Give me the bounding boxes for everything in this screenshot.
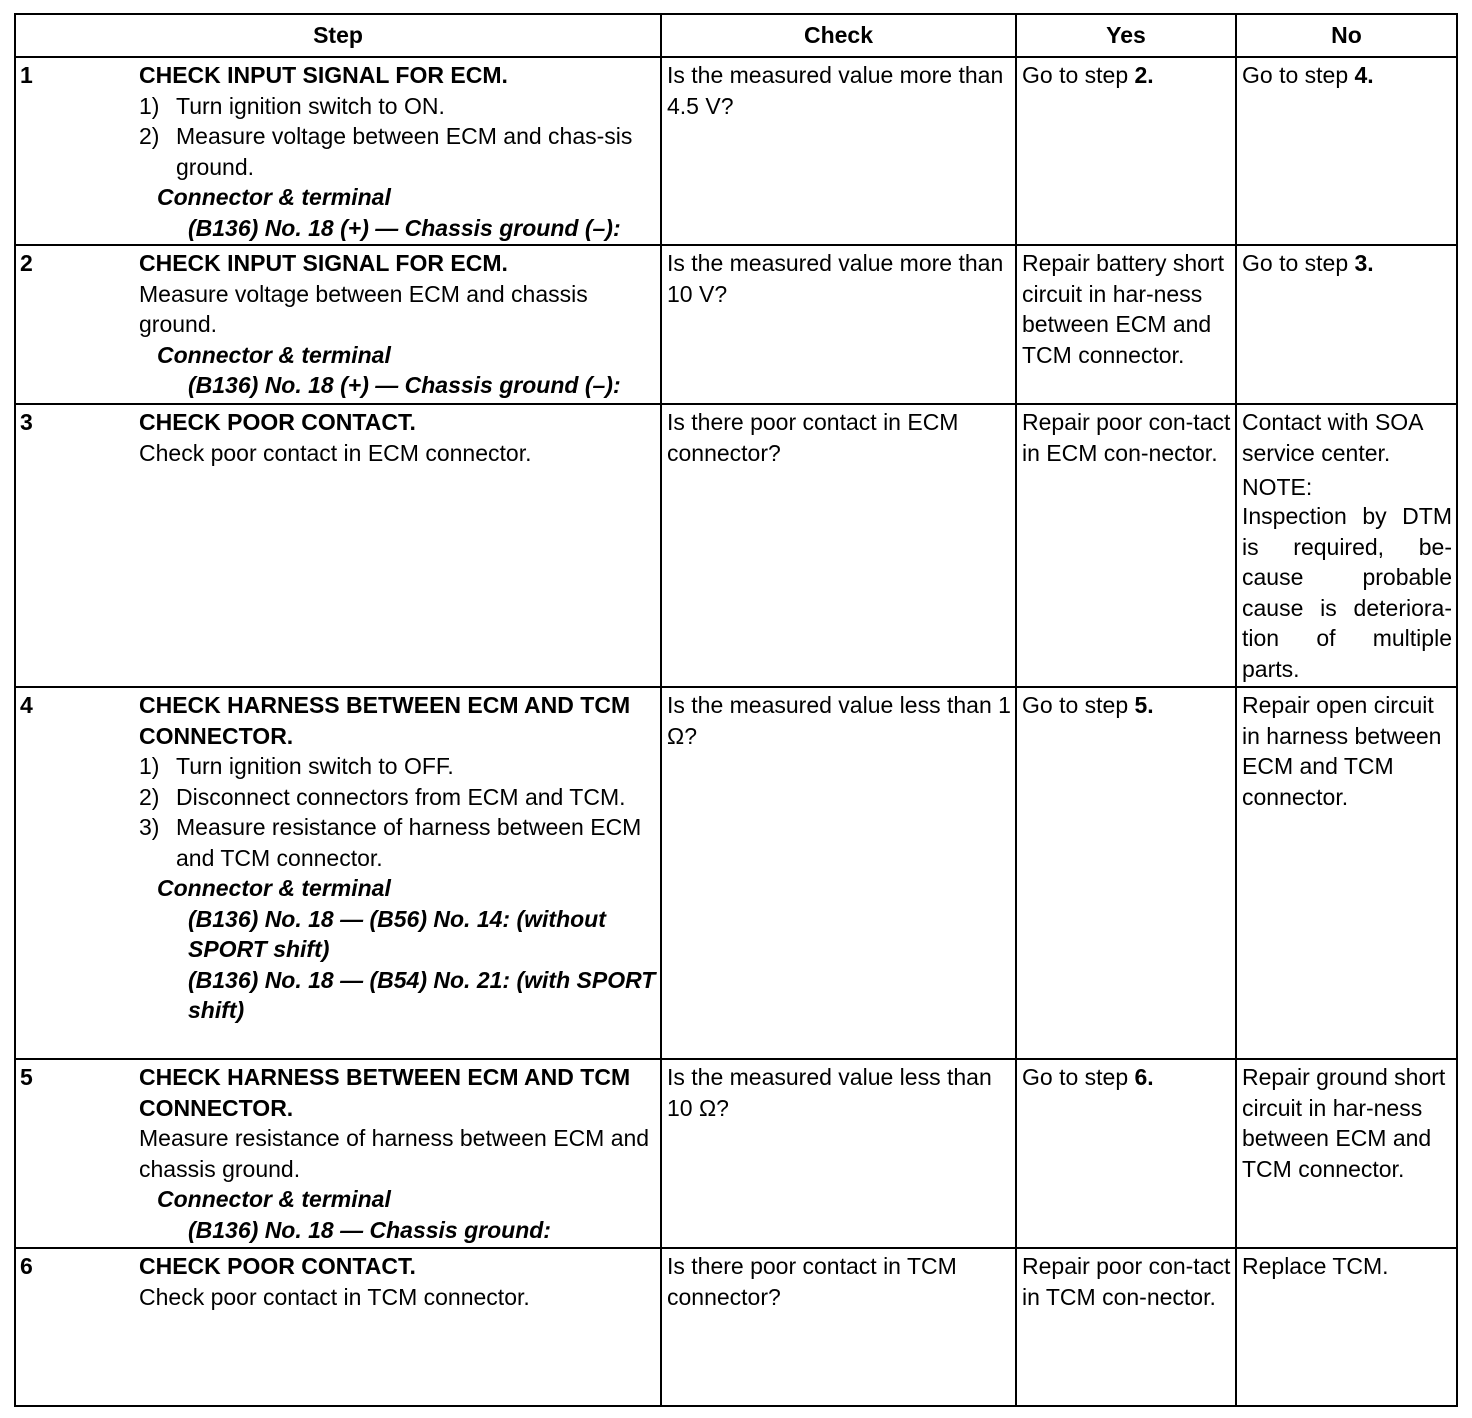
step-body: Measure voltage between ECM and chassis ground.	[139, 280, 588, 337]
diagnostic-procedure-table-container	[14, 13, 1456, 1403]
yes-cell: Go to step 6.	[1016, 1059, 1236, 1248]
step-title: CHECK INPUT SIGNAL FOR ECM.	[139, 250, 508, 276]
step-title: CHECK HARNESS BETWEEN ECM AND TCM CONNECTOR.	[139, 1064, 631, 1121]
step-cell	[139, 687, 661, 1059]
substep: 2) Measure voltage between ECM and chas-sis ground.	[139, 123, 633, 180]
connector-label: Connector & terminal	[157, 341, 391, 368]
table-row	[15, 687, 1457, 1059]
header-step: Step	[15, 14, 661, 57]
yes-cell: Repair battery short circuit in har-ness between ECM and TCM connector.	[1016, 245, 1236, 404]
check-cell: Is the measured value more than 10 V?	[661, 245, 1016, 404]
connector-value: (B136) No. 18 — (B54) No. 21: (with SPORT shift)	[188, 966, 656, 1023]
note-label: NOTE:	[1242, 474, 1313, 500]
table-row	[15, 404, 1457, 687]
step-title: CHECK POOR CONTACT.	[139, 1253, 416, 1279]
step-cell	[139, 57, 661, 245]
step-substeps	[139, 91, 656, 183]
step-number: 1	[15, 57, 139, 245]
yes-cell: Repair poor con-tact in TCM con-nector.	[1016, 1248, 1236, 1406]
header-check: Check	[661, 14, 1016, 57]
check-cell: Is the measured value less than 1 Ω?	[661, 687, 1016, 1059]
step-number: 4	[15, 687, 139, 1059]
table-row	[15, 1248, 1457, 1406]
step-number: 3	[15, 404, 139, 687]
step-title: CHECK HARNESS BETWEEN ECM AND TCM CONNECTOR.	[139, 692, 631, 749]
step-number: 2	[15, 245, 139, 404]
no-cell: Go to step 4.	[1236, 57, 1457, 245]
check-cell: Is the measured value more than 4.5 V?	[661, 57, 1016, 245]
no-cell: Repair ground short circuit in har-ness between ECM and TCM connector.	[1236, 1059, 1457, 1248]
check-cell: Is there poor contact in TCM connector?	[661, 1248, 1016, 1406]
step-cell	[139, 245, 661, 404]
step-number: 6	[15, 1248, 139, 1406]
yes-cell: Go to step 2.	[1016, 57, 1236, 245]
no-cell: Repair open circuit in harness between ECM and TCM connector.	[1236, 687, 1457, 1059]
no-text: Contact with SOA service center.	[1242, 409, 1423, 466]
step-cell	[139, 404, 661, 687]
table-row	[15, 57, 1457, 245]
step-number: 5	[15, 1059, 139, 1248]
substep: 1) Turn ignition switch to OFF.	[139, 753, 454, 779]
step-cell	[139, 1248, 661, 1406]
step-title: CHECK INPUT SIGNAL FOR ECM.	[139, 62, 508, 88]
connector-value: (B136) No. 18 — Chassis ground:	[188, 1216, 551, 1243]
yes-cell: Repair poor con-tact in ECM con-nector.	[1016, 404, 1236, 687]
yes-cell: Go to step 5.	[1016, 687, 1236, 1059]
header-yes: Yes	[1016, 14, 1236, 57]
no-cell: Replace TCM.	[1236, 1248, 1457, 1406]
diagnostic-procedure-table	[14, 13, 1458, 1407]
step-cell	[139, 1059, 661, 1248]
step-body: Check poor contact in TCM connector.	[139, 1283, 530, 1310]
check-cell: Is there poor contact in ECM connector?	[661, 404, 1016, 687]
table-row	[15, 245, 1457, 404]
step-title: CHECK POOR CONTACT.	[139, 409, 416, 435]
connector-label: Connector & terminal	[157, 184, 391, 210]
check-cell: Is the measured value less than 10 Ω?	[661, 1059, 1016, 1248]
table-row	[15, 1059, 1457, 1248]
connector-label: Connector & terminal	[157, 1186, 391, 1212]
no-cell	[1236, 404, 1457, 687]
no-cell: Go to step 3.	[1236, 245, 1457, 404]
note-text: Inspection by DTM is required, be-cause probable cause is deteriora-tion of multiple parts.	[1242, 503, 1452, 682]
substep: 1) Turn ignition switch to ON.	[139, 92, 445, 119]
step-substeps	[139, 751, 656, 873]
substep: 2) Disconnect connectors from ECM and TCM.	[139, 783, 626, 810]
header-no: No	[1236, 14, 1457, 57]
step-body: Check poor contact in ECM connector.	[139, 439, 532, 466]
table-header-row	[15, 14, 1457, 57]
connector-value: (B136) No. 18 (+) — Chassis ground (–):	[188, 372, 621, 398]
substep: 3) Measure resistance of harness between ECM and TCM connector.	[139, 814, 642, 871]
step-body: Measure resistance of harness between ECM and chassis ground.	[139, 1125, 650, 1182]
connector-value: (B136) No. 18 — (B56) No. 14: (without SPORT shift)	[188, 905, 606, 962]
connector-label: Connector & terminal	[157, 875, 391, 901]
connector-value: (B136) No. 18 (+) — Chassis ground (–):	[188, 214, 621, 241]
